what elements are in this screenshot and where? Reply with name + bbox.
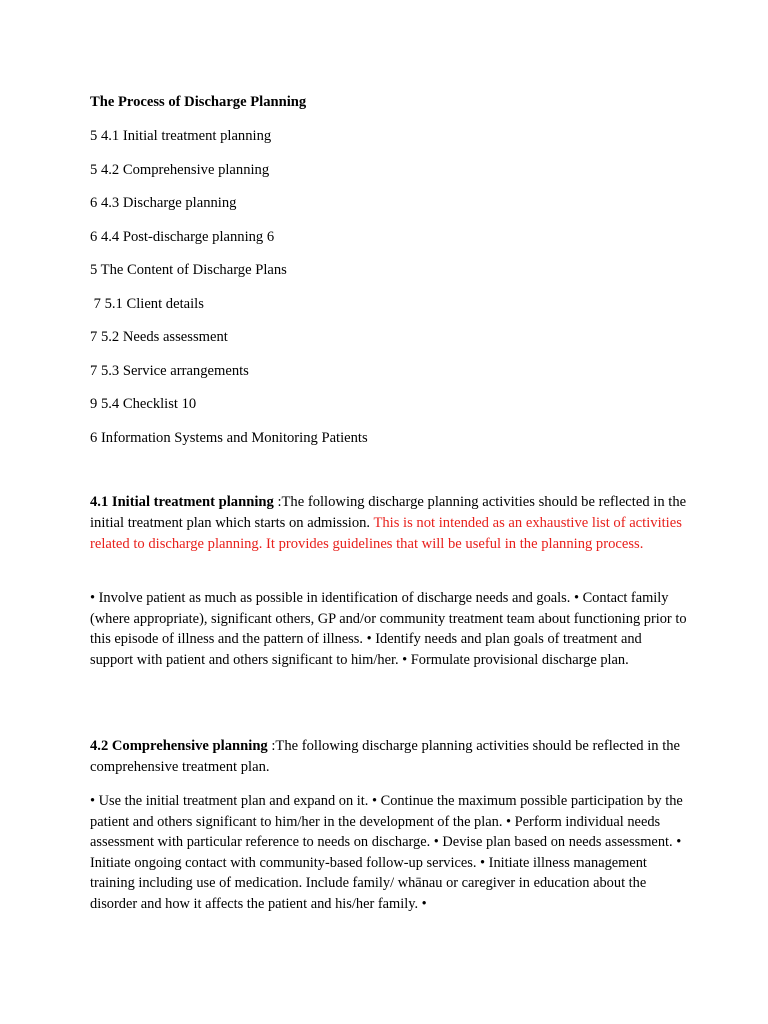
section-4-1-bullet-text: • Involve patient as much as possible in identification of discharge needs and goals. • Contact family (where appropriate), significant others, GP and/or community treatment team about functioning prior to this episode of illness and the pattern of illness. • Identify needs and plan goals of treatment and support with patient and others significant to him/her. • Formulate provisional discharge plan. — [90, 590, 687, 668]
toc-item: 5 4.1 Initial treatment planning — [90, 128, 272, 144]
toc-item: 7 5.2 Needs assessment — [90, 329, 228, 345]
section-4-2-bullet-text: • Use the initial treatment plan and expand on it. • Continue the maximum possible participation by the patient and others significant to him/her in the development of the plan. • Perform individual needs assessment with particular reference to needs on discharge. • Devise plan based on needs assessment. • Initiate ongoing contact with community-based follow-up services. • Initiate illness management training including use of medication. Include family/ whānau or caregiver in education about the disorder and how it affects the patient and his/her family. • — [90, 793, 683, 912]
section-4-2-intro — [90, 736, 688, 778]
section-4-1-intro — [90, 492, 688, 555]
section-4-1-heading: 4.1 Initial treatment planning — [90, 494, 274, 510]
toc-item: 6 4.3 Discharge planning — [90, 195, 237, 211]
document-title: The Process of Discharge Planning — [90, 94, 307, 110]
toc-item: 7 5.3 Service arrangements — [90, 362, 249, 379]
section-4-1-bullets — [90, 588, 688, 670]
section-4-2-paragraph — [90, 736, 688, 778]
toc-item: 5 4.2 Comprehensive planning — [90, 161, 270, 178]
section-4-1-intro-text: :The following discharge planning activities should be reflected in the initial treatment plan which starts on admission. — [90, 494, 687, 531]
section-4-2-heading: 4.2 Comprehensive planning — [90, 738, 268, 754]
table-of-contents — [90, 126, 690, 448]
section-4-2-bullets — [90, 791, 688, 914]
toc-item: 6 4.4 Post-discharge planning 6 — [90, 228, 275, 245]
section-4-1-note: This is not intended as an exhaustive list of activities related to discharge planning. It provides guidelines that will be useful in the planning process. — [90, 515, 682, 552]
toc-item: 6 Information Systems and Monitoring Patients — [90, 429, 368, 446]
toc-item: 5 The Content of Discharge Plans — [90, 262, 287, 278]
toc-item: 7 5.1 Client details — [90, 295, 204, 312]
toc-item: 9 5.4 Checklist 10 — [90, 396, 197, 412]
section-4-1-paragraph — [90, 492, 688, 555]
document-page — [90, 92, 690, 461]
section-4-2-intro-text: :The following discharge planning activities should be reflected in the comprehensive treatment plan. — [90, 738, 681, 775]
